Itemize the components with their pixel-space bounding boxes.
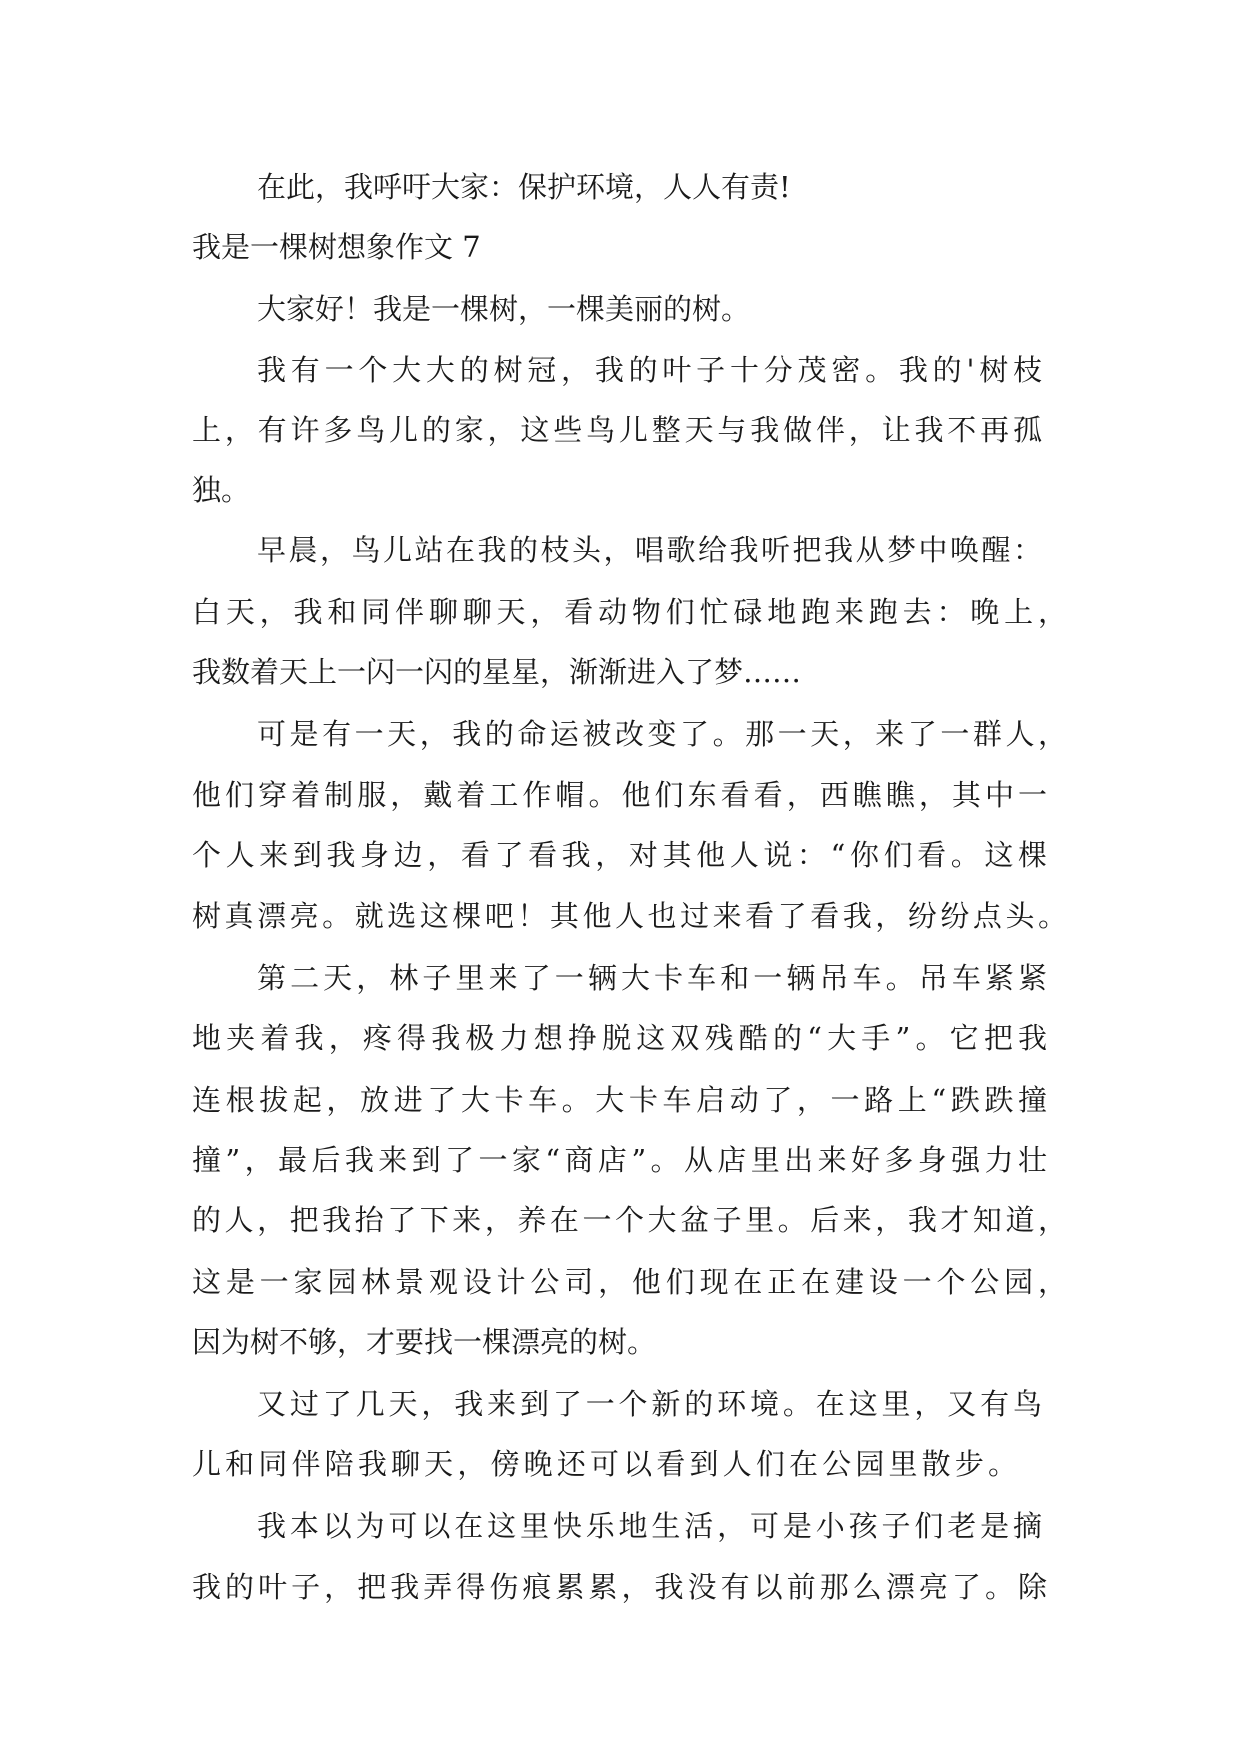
paragraph-line: 我有一个大大的树冠，我的叶子十分茂密。我的'树枝 bbox=[257, 353, 1042, 387]
paragraph-line: 儿和同伴陪我聊天，傍晚还可以看到人们在公园里散步。 bbox=[192, 1447, 1017, 1481]
paragraph-line: 白天，我和同伴聊聊天，看动物们忙碌地跑来跑去：晚上， bbox=[192, 595, 1067, 629]
paragraph-line: 的人，把我抬了下来，养在一个大盆子里。后来，我才知道， bbox=[192, 1203, 1067, 1237]
paragraph-line: 撞”，最后我来到了一家“商店”。从店里出来好多身强力壮 bbox=[192, 1143, 1047, 1177]
paragraph-line: 这是一家园林景观设计公司，他们现在正在建设一个公园， bbox=[192, 1265, 1067, 1299]
closing-appeal-line: 在此，我呼吁大家：保护环境，人人有责! bbox=[257, 170, 791, 204]
paragraph-line: 上，有许多鸟儿的家，这些鸟儿整天与我做伴，让我不再孤 bbox=[192, 413, 1042, 447]
paragraph-line: 个人来到我身边，看了看我，对其他人说：“你们看。这棵 bbox=[192, 838, 1047, 872]
paragraph-line: 我本以为可以在这里快乐地生活，可是小孩子们老是摘 bbox=[257, 1509, 1042, 1543]
paragraph-line: 树真漂亮。就选这棵吧！其他人也过来看了看我，纷纷点头。 bbox=[192, 899, 1067, 933]
paragraph-line: 又过了几天，我来到了一个新的环境。在这里，又有鸟 bbox=[257, 1387, 1042, 1421]
paragraph-line: 我的叶子，把我弄得伤痕累累，我没有以前那么漂亮了。除 bbox=[192, 1570, 1047, 1604]
paragraph-line: 我数着天上一闪一闪的星星，渐渐进入了梦…… bbox=[192, 655, 802, 689]
paragraph-line: 早晨，鸟儿站在我的枝头，唱歌给我听把我从梦中唤醒： bbox=[257, 533, 1042, 567]
paragraph-line: 可是有一天，我的命运被改变了。那一天，来了一群人， bbox=[257, 717, 1067, 751]
paragraph-line: 因为树不够，才要找一棵漂亮的树。 bbox=[192, 1325, 657, 1359]
paragraph-line: 连根拔起，放进了大卡车。大卡车启动了，一路上“跌跌撞 bbox=[192, 1083, 1047, 1117]
paragraph-line: 他们穿着制服，戴着工作帽。他们东看看，西瞧瞧，其中一 bbox=[192, 778, 1047, 812]
paragraph-line: 大家好！我是一棵树，一棵美丽的树。 bbox=[257, 292, 751, 326]
paragraph-line: 第二天，林子里来了一辆大卡车和一辆吊车。吊车紧紧 bbox=[257, 961, 1047, 995]
paragraph-line: 独。 bbox=[192, 473, 251, 507]
paragraph-line: 地夹着我，疼得我极力想挣脱这双残酷的“大手”。它把我 bbox=[192, 1021, 1047, 1055]
essay-title: 我是一棵树想象作文 7 bbox=[192, 230, 481, 264]
